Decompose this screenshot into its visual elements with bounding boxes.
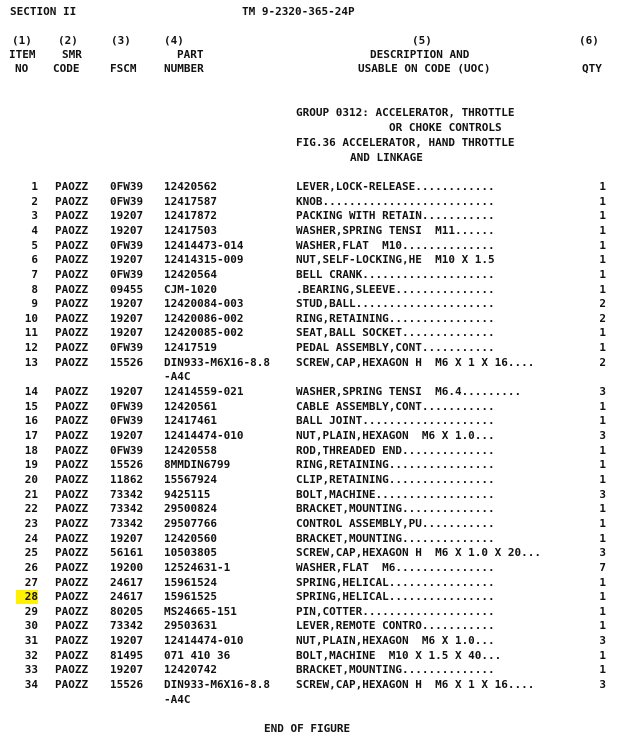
item-number: 4 (31, 224, 38, 237)
description: WASHER,SPRING TENSI M11...... (296, 224, 495, 237)
part-number: 12414474-010 (164, 634, 244, 647)
part-number: 12420558 (164, 444, 217, 457)
fscm-code: 19207 (110, 209, 144, 222)
item-number: 15 (24, 400, 38, 413)
part-number: 12414474-010 (164, 429, 244, 442)
description: SCREW,CAP,HEXAGON H M6 X 1 X 16.... (296, 678, 535, 691)
item-number: 22 (24, 502, 38, 515)
fscm-code: 19207 (110, 429, 144, 442)
fscm-code: 73342 (110, 502, 144, 515)
smr-code: PAOZZ (55, 634, 89, 647)
description: CLIP,RETAINING................ (296, 473, 495, 486)
quantity: 1 (599, 326, 606, 339)
quantity: 2 (599, 356, 606, 369)
fscm-code: 0FW39 (110, 444, 144, 457)
quantity: 2 (599, 312, 606, 325)
group-line-4: AND LINKAGE (350, 151, 423, 164)
quantity: 3 (599, 678, 606, 691)
fscm-code: 19207 (110, 634, 144, 647)
part-number: MS24665-151 (164, 605, 237, 618)
part-number: DIN933-M6X16-8.8 (164, 356, 270, 369)
fscm-code: 0FW39 (110, 195, 144, 208)
smr-code: PAOZZ (55, 488, 89, 501)
quantity: 1 (599, 224, 606, 237)
group-line-2: OR CHOKE CONTROLS (389, 121, 502, 134)
part-number: CJM-1020 (164, 283, 217, 296)
item-number: 27 (24, 576, 38, 589)
description: NUT,SELF-LOCKING,HE M10 X 1.5 (296, 253, 495, 266)
quantity: 1 (599, 517, 606, 530)
fscm-code: 0FW39 (110, 400, 144, 413)
part-number: 12420086-002 (164, 312, 244, 325)
description: SCREW,CAP,HEXAGON H M6 X 1 X 16.... (296, 356, 535, 369)
part-number: 10503805 (164, 546, 217, 559)
col-no-label: NO (15, 62, 29, 75)
col-code-label: CODE (53, 62, 80, 75)
description: SCREW,CAP,HEXAGON H M6 X 1.0 X 20... (296, 546, 542, 559)
smr-code: PAOZZ (55, 546, 89, 559)
description: PIN,COTTER.................... (296, 605, 495, 618)
item-number: 12 (24, 341, 38, 354)
col-uoc-label: USABLE ON CODE (UOC) (358, 62, 491, 75)
col-item-label: ITEM (9, 48, 36, 61)
smr-code: PAOZZ (55, 663, 89, 676)
quantity: 1 (599, 444, 606, 457)
part-number: 12420564 (164, 268, 217, 281)
item-number: 33 (24, 663, 38, 676)
part-number-continued: -A4C (164, 693, 191, 706)
quantity: 7 (599, 561, 606, 574)
description: BRACKET,MOUNTING.............. (296, 663, 495, 676)
group-line-1: GROUP 0312: ACCELERATOR, THROTTLE (296, 106, 515, 119)
item-number: 21 (24, 488, 38, 501)
part-number: DIN933-M6X16-8.8 (164, 678, 270, 691)
description: BOLT,MACHINE M10 X 1.5 X 40... (296, 649, 502, 662)
fscm-code: 0FW39 (110, 239, 144, 252)
part-number: 12417587 (164, 195, 217, 208)
item-number: 9 (31, 297, 38, 310)
part-number: 12524631-1 (164, 561, 231, 574)
quantity: 1 (599, 209, 606, 222)
description: BELL CRANK.................... (296, 268, 495, 281)
quantity: 1 (599, 195, 606, 208)
smr-code: PAOZZ (55, 356, 89, 369)
part-number: 12420084-003 (164, 297, 244, 310)
fscm-code: 15526 (110, 678, 144, 691)
item-number: 24 (24, 532, 38, 545)
smr-code: PAOZZ (55, 385, 89, 398)
item-number: 3 (31, 209, 38, 222)
quantity: 1 (599, 502, 606, 515)
item-number: 18 (24, 444, 38, 457)
quantity: 1 (599, 619, 606, 632)
quantity: 1 (599, 605, 606, 618)
description: KNOB.......................... (296, 195, 495, 208)
smr-code: PAOZZ (55, 326, 89, 339)
part-number: 12420561 (164, 400, 217, 413)
fscm-code: 73342 (110, 488, 144, 501)
description: SPRING,HELICAL................ (296, 576, 495, 589)
item-number: 8 (31, 283, 38, 296)
description: SPRING,HELICAL................ (296, 590, 495, 603)
smr-code: PAOZZ (55, 561, 89, 574)
smr-code: PAOZZ (55, 180, 89, 193)
smr-code: PAOZZ (55, 429, 89, 442)
description: NUT,PLAIN,HEXAGON M6 X 1.0... (296, 429, 495, 442)
description: RING,RETAINING................ (296, 458, 495, 471)
smr-code: PAOZZ (55, 209, 89, 222)
quantity: 2 (599, 297, 606, 310)
col-num-6: (6) (579, 34, 599, 47)
item-number: 31 (24, 634, 38, 647)
smr-code: PAOZZ (55, 268, 89, 281)
col-num-3: (3) (111, 34, 131, 47)
col-num-4: (4) (164, 34, 184, 47)
item-number: 32 (24, 649, 38, 662)
fscm-code: 19207 (110, 297, 144, 310)
description: BRACKET,MOUNTING.............. (296, 532, 495, 545)
group-line-3: FIG.36 ACCELERATOR, HAND THROTTLE (296, 136, 515, 149)
description: WASHER,FLAT M10.............. (296, 239, 495, 252)
description: STUD,BALL..................... (296, 297, 495, 310)
description: PACKING WITH RETAIN........... (296, 209, 495, 222)
fscm-code: 15526 (110, 356, 144, 369)
quantity: 1 (599, 649, 606, 662)
part-number: 12417872 (164, 209, 217, 222)
description: ROD,THREADED END.............. (296, 444, 495, 457)
item-number: 23 (24, 517, 38, 530)
part-number: 12417503 (164, 224, 217, 237)
item-number: 16 (24, 414, 38, 427)
part-number: 29503631 (164, 619, 217, 632)
item-number: 11 (24, 326, 38, 339)
quantity: 1 (599, 473, 606, 486)
fscm-code: 09455 (110, 283, 144, 296)
quantity: 1 (599, 283, 606, 296)
quantity: 3 (599, 546, 606, 559)
smr-code: PAOZZ (55, 576, 89, 589)
smr-code: PAOZZ (55, 649, 89, 662)
quantity: 3 (599, 429, 606, 442)
fscm-code: 19207 (110, 326, 144, 339)
fscm-code: 19207 (110, 224, 144, 237)
fscm-code: 19207 (110, 253, 144, 266)
description: BALL JOINT.................... (296, 414, 495, 427)
description: SEAT,BALL SOCKET.............. (296, 326, 495, 339)
description: BOLT,MACHINE.................. (296, 488, 495, 501)
part-number: 15961525 (164, 590, 217, 603)
fscm-code: 11862 (110, 473, 144, 486)
part-number: 12420742 (164, 663, 217, 676)
quantity: 3 (599, 634, 606, 647)
quantity: 3 (599, 488, 606, 501)
part-number-continued: -A4C (164, 370, 191, 383)
part-number: 12414315-009 (164, 253, 244, 266)
fscm-code: 80205 (110, 605, 144, 618)
part-number: 29507766 (164, 517, 217, 530)
part-number: 9425115 (164, 488, 211, 501)
description: WASHER,FLAT M6............... (296, 561, 495, 574)
part-number: 15961524 (164, 576, 217, 589)
fscm-code: 24617 (110, 590, 144, 603)
part-number: 12414473-014 (164, 239, 244, 252)
part-number: 8MMDIN6799 (164, 458, 231, 471)
col-desc-label: DESCRIPTION AND (370, 48, 470, 61)
description: CONTROL ASSEMBLY,PU........... (296, 517, 495, 530)
fscm-code: 24617 (110, 576, 144, 589)
quantity: 1 (599, 414, 606, 427)
smr-code: PAOZZ (55, 678, 89, 691)
part-number: 12417461 (164, 414, 217, 427)
smr-code: PAOZZ (55, 414, 89, 427)
smr-code: PAOZZ (55, 590, 89, 603)
part-number: 12414559-021 (164, 385, 244, 398)
fscm-code: 0FW39 (110, 180, 144, 193)
part-number: 071 410 36 (164, 649, 231, 662)
item-number: 7 (31, 268, 38, 281)
fscm-code: 0FW39 (110, 341, 144, 354)
quantity: 1 (599, 180, 606, 193)
description: RING,RETAINING................ (296, 312, 495, 325)
item-number: 26 (24, 561, 38, 574)
item-number: 19 (24, 458, 38, 471)
quantity: 1 (599, 268, 606, 281)
description: BRACKET,MOUNTING.............. (296, 502, 495, 515)
part-number: 12420562 (164, 180, 217, 193)
smr-code: PAOZZ (55, 458, 89, 471)
quantity: 1 (599, 576, 606, 589)
smr-code: PAOZZ (55, 444, 89, 457)
item-number: 20 (24, 473, 38, 486)
description: LEVER,LOCK-RELEASE............ (296, 180, 495, 193)
smr-code: PAOZZ (55, 195, 89, 208)
quantity: 1 (599, 663, 606, 676)
smr-code: PAOZZ (55, 239, 89, 252)
smr-code: PAOZZ (55, 283, 89, 296)
part-number: 12420560 (164, 532, 217, 545)
col-number-label: NUMBER (164, 62, 204, 75)
part-number: 29500824 (164, 502, 217, 515)
part-number: 15567924 (164, 473, 217, 486)
smr-code: PAOZZ (55, 312, 89, 325)
item-number: 34 (24, 678, 38, 691)
smr-code: PAOZZ (55, 605, 89, 618)
tm-number: TM 9-2320-365-24P (242, 5, 355, 18)
part-number: 12420085-002 (164, 326, 244, 339)
fscm-code: 0FW39 (110, 414, 144, 427)
col-num-2: (2) (58, 34, 78, 47)
smr-code: PAOZZ (55, 297, 89, 310)
item-number: 25 (24, 546, 38, 559)
description: PEDAL ASSEMBLY,CONT........... (296, 341, 495, 354)
fscm-code: 73342 (110, 619, 144, 632)
item-number: 13 (24, 356, 38, 369)
fscm-code: 19207 (110, 532, 144, 545)
description: LEVER,REMOTE CONTRO........... (296, 619, 495, 632)
description: .BEARING,SLEEVE............... (296, 283, 495, 296)
item-number: 17 (24, 429, 38, 442)
fscm-code: 15526 (110, 458, 144, 471)
smr-code: PAOZZ (55, 224, 89, 237)
item-number: 30 (24, 619, 38, 632)
fscm-code: 73342 (110, 517, 144, 530)
fscm-code: 81495 (110, 649, 144, 662)
item-number: 10 (24, 312, 38, 325)
fscm-code: 19207 (110, 663, 144, 676)
smr-code: PAOZZ (55, 341, 89, 354)
col-num-1: (1) (12, 34, 32, 47)
item-number: 28 (16, 590, 38, 604)
quantity: 1 (599, 590, 606, 603)
fscm-code: 19207 (110, 385, 144, 398)
item-number: 14 (24, 385, 38, 398)
col-fscm-label: FSCM (110, 62, 137, 75)
item-number: 5 (31, 239, 38, 252)
fscm-code: 19200 (110, 561, 144, 574)
description: NUT,PLAIN,HEXAGON M6 X 1.0... (296, 634, 495, 647)
quantity: 1 (599, 532, 606, 545)
description: CABLE ASSEMBLY,CONT........... (296, 400, 495, 413)
fscm-code: 56161 (110, 546, 144, 559)
quantity: 1 (599, 341, 606, 354)
fscm-code: 19207 (110, 312, 144, 325)
end-of-figure: END OF FIGURE (264, 722, 351, 735)
quantity: 3 (599, 385, 606, 398)
col-num-5: (5) (412, 34, 432, 47)
description: WASHER,SPRING TENSI M6.4......... (296, 385, 522, 398)
smr-code: PAOZZ (55, 532, 89, 545)
item-number: 2 (31, 195, 38, 208)
item-number: 1 (31, 180, 38, 193)
part-number: 12417519 (164, 341, 217, 354)
section-label: SECTION II (10, 5, 77, 18)
col-smr-label: SMR (62, 48, 82, 61)
item-number: 29 (24, 605, 38, 618)
smr-code: PAOZZ (55, 253, 89, 266)
smr-code: PAOZZ (55, 400, 89, 413)
col-qty-label: QTY (582, 62, 602, 75)
quantity: 1 (599, 239, 606, 252)
smr-code: PAOZZ (55, 502, 89, 515)
quantity: 1 (599, 400, 606, 413)
fscm-code: 0FW39 (110, 268, 144, 281)
smr-code: PAOZZ (55, 473, 89, 486)
col-part-label: PART (177, 48, 204, 61)
quantity: 1 (599, 458, 606, 471)
smr-code: PAOZZ (55, 517, 89, 530)
item-number: 6 (31, 253, 38, 266)
smr-code: PAOZZ (55, 619, 89, 632)
quantity: 1 (599, 253, 606, 266)
